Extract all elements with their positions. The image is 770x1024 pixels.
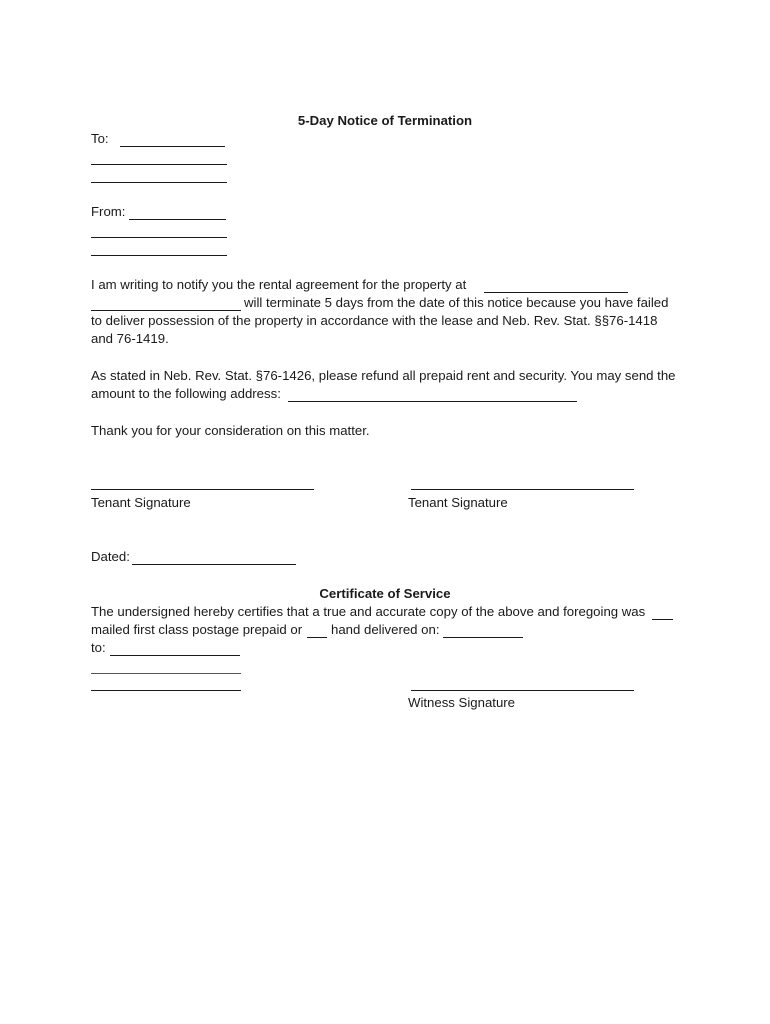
dated-label: Dated: [91,549,130,564]
property-address-field[interactable] [484,292,628,293]
refund-address-field[interactable] [288,401,577,402]
body-paragraph-1-line-4: and 76-1419. [91,331,169,346]
from-name-field[interactable] [129,219,226,220]
witness-signature-label: Witness Signature [408,695,516,710]
property-address-field-2[interactable] [91,310,241,311]
to-address-line-2[interactable] [91,182,227,183]
body-paragraph-1-line-1: I am writing to notify you the rental agreement for the property at [91,277,467,292]
body-paragraph-3: Thank you for your consideration on this matter. [91,423,370,438]
tenant-signature-line-right[interactable] [411,489,634,490]
from-label: From: [91,204,126,219]
body-paragraph-2-line-1: As stated in Neb. Rev. Stat. §76-1426, please refund all prepaid rent and security. You may send the [91,368,676,383]
dated-field[interactable] [132,564,296,565]
certificate-address-line-1[interactable] [91,673,241,674]
certificate-heading: Certificate of Service [319,586,451,601]
body-paragraph-1-line-2: will terminate 5 days from the date of this notice because you have failed [244,295,669,310]
certificate-address-line-2[interactable] [91,690,241,691]
delivery-date-field[interactable] [443,637,523,638]
certificate-to-field[interactable] [110,655,240,656]
from-address-line-1[interactable] [91,237,227,238]
to-label: To: [91,131,109,146]
body-paragraph-1-line-3: to deliver possession of the property in accordance with the lease and Neb. Rev. Stat. §§76-1418 [91,313,658,328]
from-address-line-2[interactable] [91,255,227,256]
to-name-field[interactable] [120,146,225,147]
to-address-line-1[interactable] [91,164,227,165]
document-title: 5-Day Notice of Termination [297,113,473,128]
tenant-signature-label-right: Tenant Signature [408,495,508,510]
hand-delivered-checkbox-field[interactable] [307,637,327,638]
body-paragraph-2-line-2: amount to the following address: [91,386,281,401]
certificate-line-1: The undersigned hereby certifies that a true and accurate copy of the above and foregoing was [91,604,646,619]
mailed-checkbox-field[interactable] [652,619,673,620]
certificate-to-label: to: [91,640,106,655]
certificate-line-2a: mailed first class postage prepaid or [91,622,303,637]
certificate-line-2b: hand delivered on: [331,622,440,637]
tenant-signature-line-left[interactable] [91,489,314,490]
witness-signature-line[interactable] [411,690,634,691]
tenant-signature-label-left: Tenant Signature [91,495,191,510]
